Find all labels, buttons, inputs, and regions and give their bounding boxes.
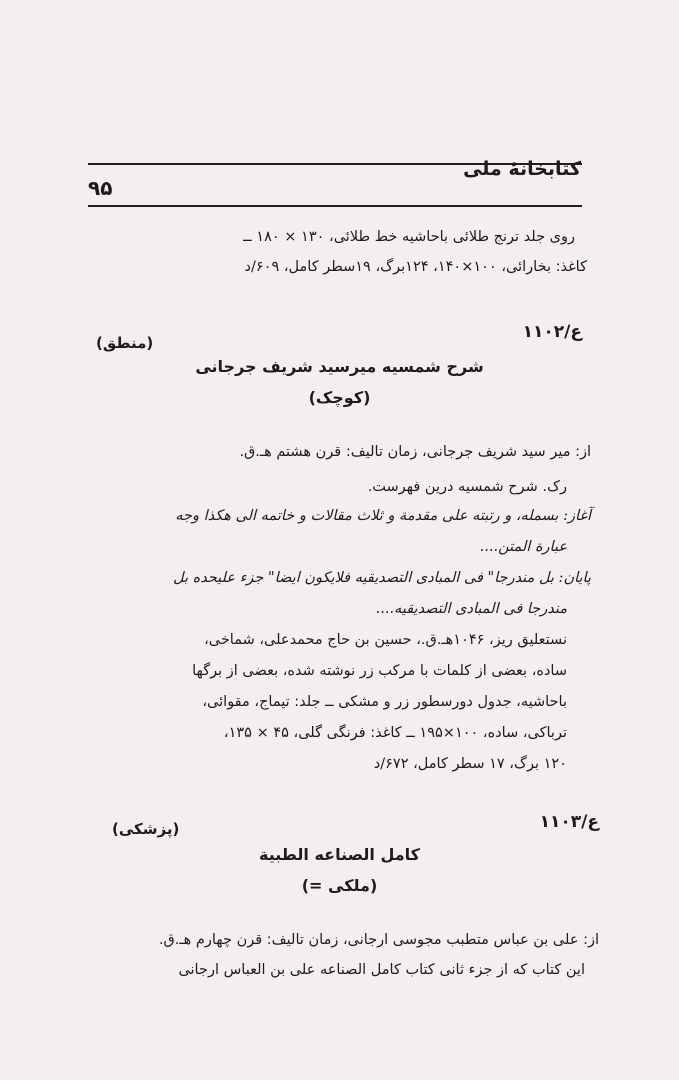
entry-subtitle: (= ملکی): [301, 876, 378, 895]
entry-description-line: نستعلیق ریز، ۱۰۴۶هـ.ق.، حسین بن حاج محمدعلی، شماخی،: [204, 632, 567, 648]
entry-end-line: پایان: بل مندرجا" فی المبادی التصدیقیه فلایکون ایضا" جزء علیحده بل: [172, 570, 591, 586]
entry-description-line: ساده، بعضی از کلمات با مرکب زر نوشته شده، بعضی از برگها: [192, 663, 567, 679]
entry-number: ۱۱۰۳/ع: [539, 812, 599, 832]
entry-subtitle: (کوچک): [308, 388, 371, 407]
entry-number: ۱۱۰۲/ع: [522, 322, 582, 342]
entry-author-line: از: میر سید شریف جرجانی، زمان تالیف: قرن هشتم هـ.ق.: [239, 444, 591, 460]
entry-description-line: باحاشیه، جدول دورسطور زر و مشکی ــ جلد: تیماج، مقوائی،: [202, 694, 567, 710]
entry-subject: (منطق): [96, 334, 154, 352]
entry-author-line: این کتاب که از جزء ثانی کتاب کامل الصناعه علی بن العباس ارجانی: [178, 962, 585, 978]
prev-entry-line: کاغذ: بخارائی، ۱۰۰×۱۴۰، ۱۲۴برگ، ۱۹سطر کامل، ۶۰۹/د: [244, 259, 587, 275]
header-bottom-rule: [88, 205, 582, 207]
entry-title: کامل الصناعه الطبیة: [259, 845, 420, 864]
entry-title: شرح شمسیه میرسید شریف جرجانی: [195, 357, 484, 376]
library-name: کتابخانهٔ ملی: [463, 158, 581, 180]
page-number: ۹۵: [88, 176, 113, 200]
prev-entry-line: روی جلد ترنج طلائی باحاشیه خط طلائی، ۱۳۰ × ۱۸۰ ــ: [243, 229, 575, 245]
entry-description-line: ترباکی، ساده، ۱۰۰×۱۹۵ ــ کاغذ: فرنگی گلی، ۴۵ × ۱۳۵،: [223, 725, 567, 741]
entry-start-line: آغاز: بسمله، و رتبته علی مقدمة و ثلاث مقالات و خاتمه الی هکذا وجه: [175, 508, 591, 524]
entry-description-line: ۱۲۰ برگ، ۱۷ سطر کامل، ۶۷۲/د: [373, 756, 567, 772]
entry-end-line: مندرجا فی المبادی التصدیقیه....: [375, 601, 567, 617]
entry-start-line: عبارة المتن....: [479, 539, 567, 555]
entry-subject: (پزشکی): [112, 820, 180, 838]
entry-author-line: رک. شرح شمسیه درین فهرست.: [367, 479, 567, 495]
entry-author-line: از: علی بن عباس متطبب مجوسی ارجانی، زمان تالیف: قرن چهارم هـ.ق.: [158, 932, 599, 948]
